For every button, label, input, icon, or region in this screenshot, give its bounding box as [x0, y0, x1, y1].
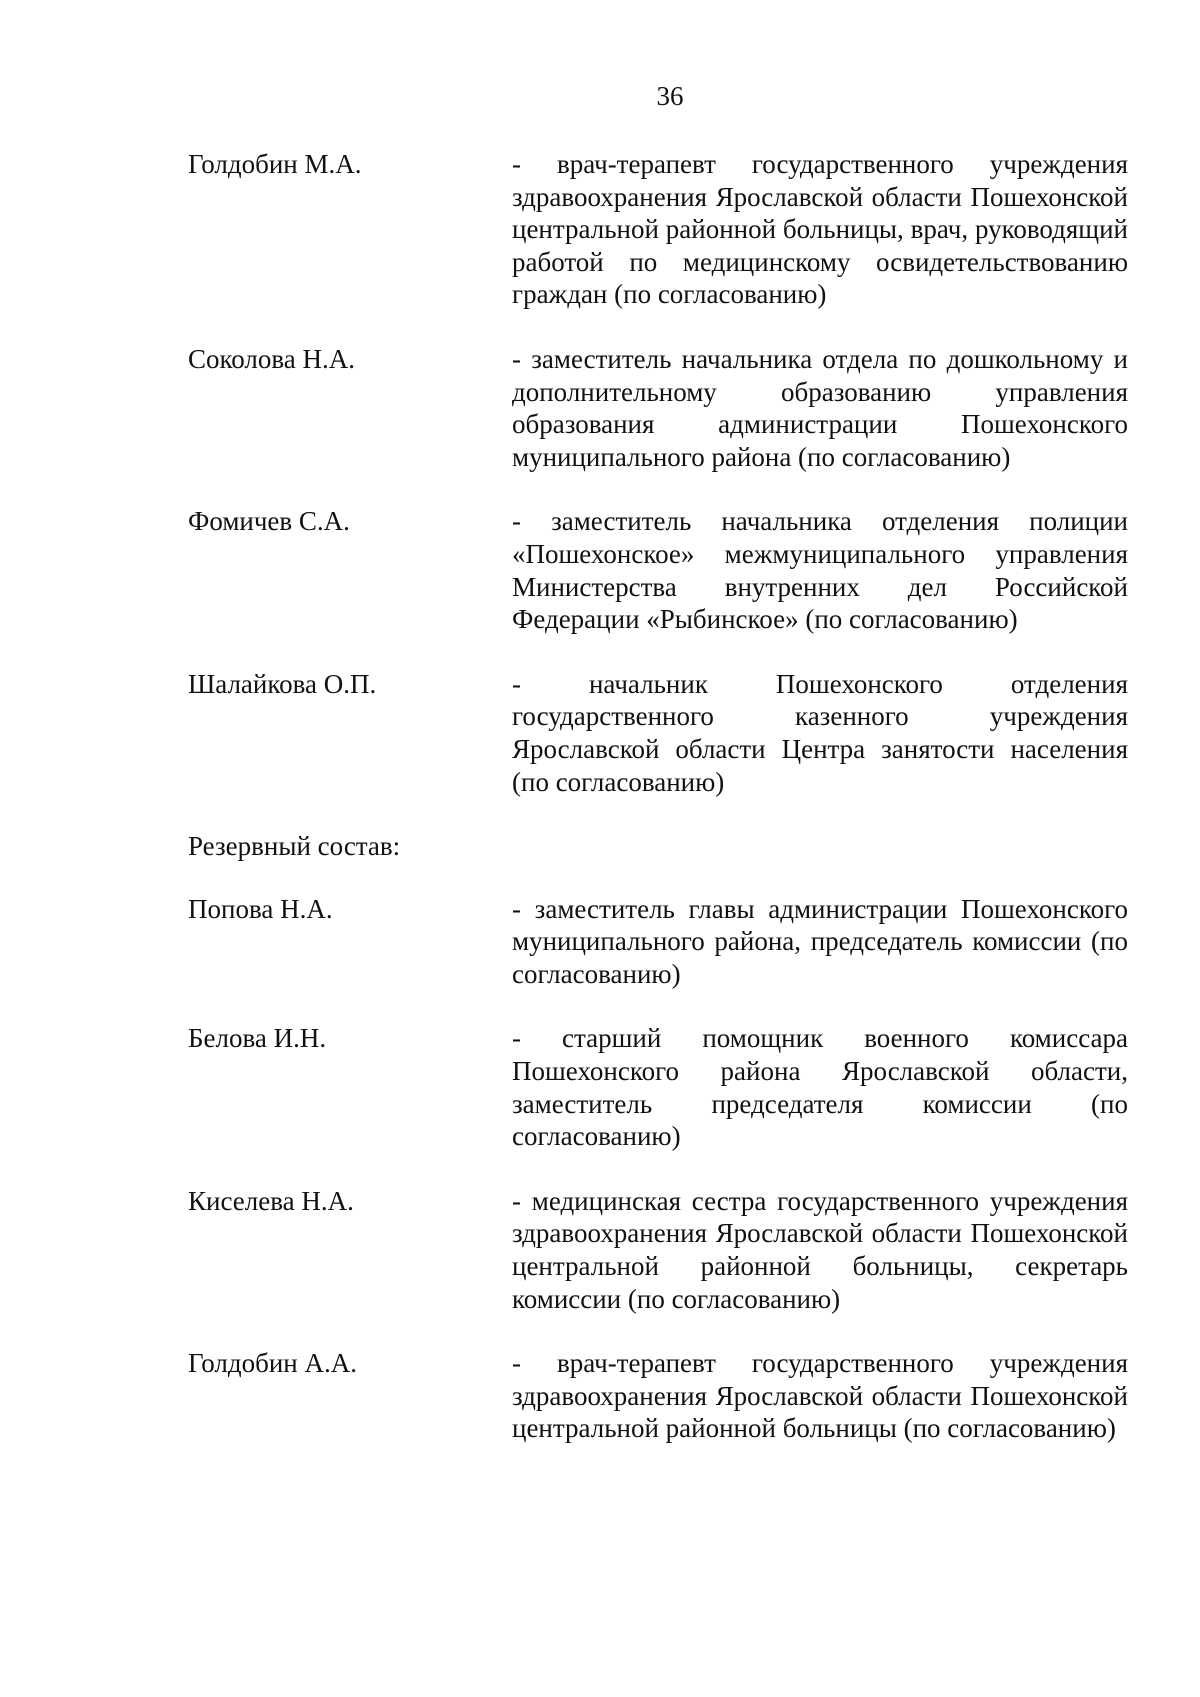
member-description: - начальник Пошехонского отделения государственного казенного учреждения Ярославской области Центра занятости населения (по согласованию)	[512, 668, 1128, 797]
reserve-member-entry	[188, 1347, 1128, 1445]
commission-list	[188, 148, 1128, 1445]
member-name: Киселева Н.А.	[188, 1185, 354, 1216]
spacer	[188, 1315, 1128, 1347]
reserve-member-entry	[188, 893, 1128, 991]
member-description: - заместитель главы администрации Пошехонского муниципального района, председатель комиссии (по согласованию)	[512, 893, 1128, 989]
member-entry	[188, 668, 1128, 798]
member-description: - медицинская сестра государственного учреждения здравоохранения Ярославской области Пошехонской центральной районной больницы, секретарь комиссии (по согласованию)	[512, 1185, 1128, 1314]
reserve-member-entry	[188, 1022, 1128, 1152]
member-name: Попова Н.А.	[188, 893, 333, 924]
member-name: Голдобин М.А.	[188, 149, 362, 179]
spacer	[188, 1153, 1128, 1185]
member-entry	[188, 148, 1128, 311]
reserve-section-heading: Резервный состав:	[188, 831, 401, 862]
spacer	[188, 311, 1128, 343]
member-entry	[188, 505, 1128, 635]
page-number: 36	[656, 81, 684, 111]
member-description: - старший помощник военного комиссара Пошехонского района Ярославской области, заместитель председателя комиссии (по согласованию)	[512, 1023, 1128, 1152]
member-description: - врач-терапевт государственного учреждения здравоохранения Ярославской области Пошехонской центральной районной больницы (по согласованию)	[512, 1348, 1128, 1444]
member-name: Белова И.Н.	[188, 1023, 327, 1054]
spacer	[188, 990, 1128, 1022]
spacer	[188, 636, 1128, 668]
member-name: Шалайкова О.П.	[188, 668, 377, 699]
spacer	[188, 473, 1128, 505]
reserve-member-entry	[188, 1185, 1128, 1315]
spacer	[188, 798, 1128, 830]
member-description: - заместитель начальника отделения полиции «Пошехонское» межмуниципального управления Министерства внутренних дел Российской Федерации «Рыбинское» (по согласованию)	[512, 506, 1128, 635]
member-name: Фомичев С.А.	[188, 506, 350, 537]
member-name: Соколова Н.А.	[188, 343, 355, 374]
member-description: - заместитель начальника отдела по дошкольному и дополнительному образованию управления образования администрации Пошехонского муниципального района (по согласованию)	[512, 343, 1128, 472]
spacer	[188, 863, 1128, 893]
member-description: - врач-терапевт государственного учреждения здравоохранения Ярославской области Пошехонской центральной районной больницы, врач, руководящий работой по медицинскому освидетельствованию граждан (по согласованию)	[512, 149, 1128, 310]
member-entry	[188, 343, 1128, 473]
member-name: Голдобин А.А.	[188, 1348, 357, 1379]
